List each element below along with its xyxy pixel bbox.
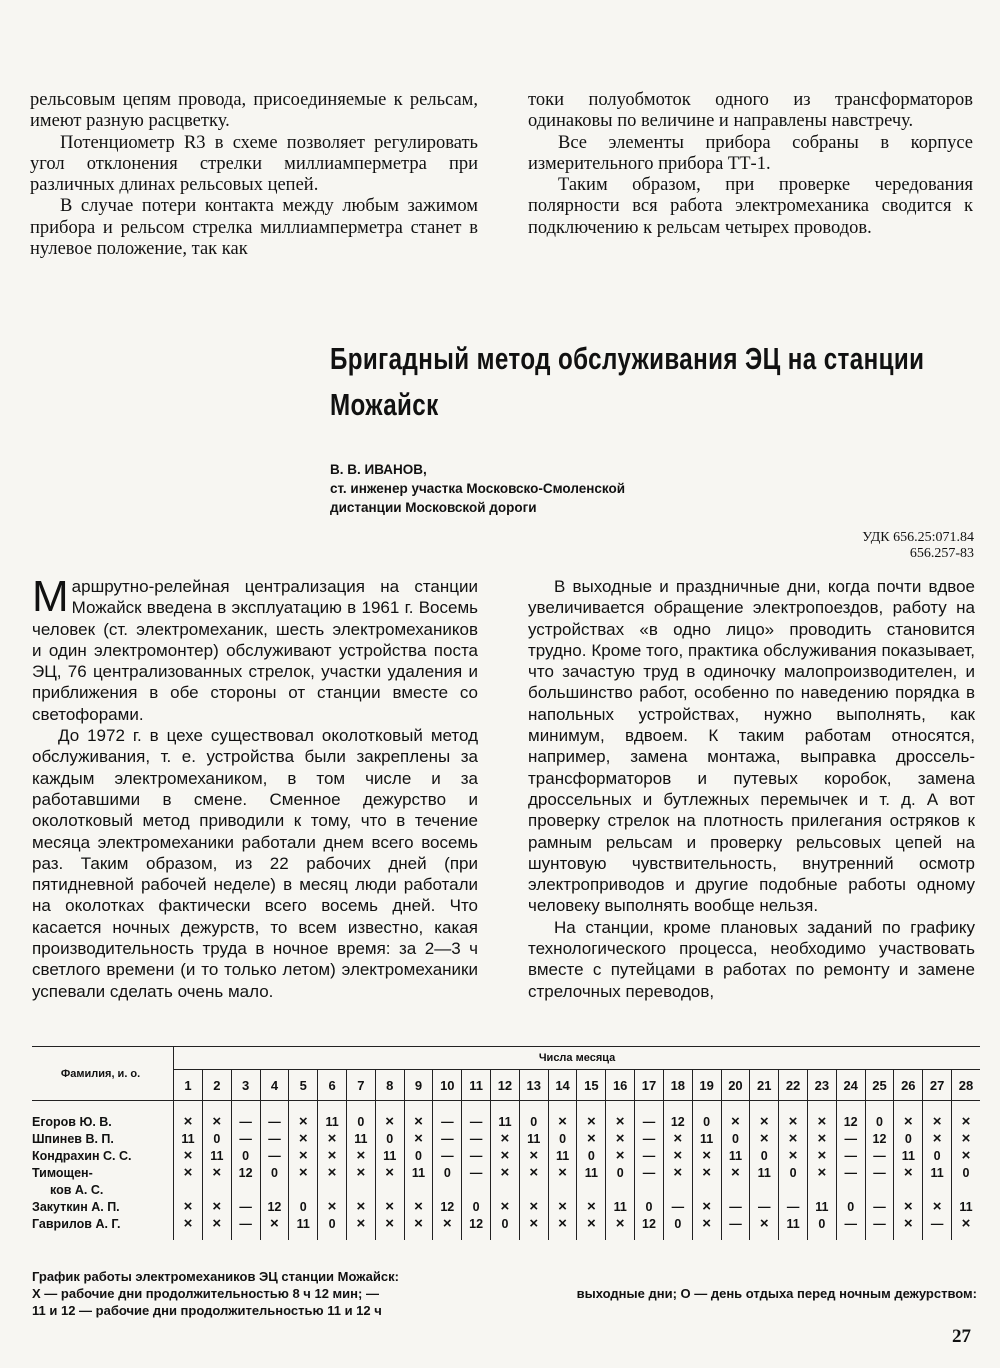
schedule-cell: [231, 1181, 260, 1198]
schedule-cell: ×: [404, 1198, 433, 1215]
schedule-cell: ×: [375, 1113, 404, 1130]
schedule-cell: —: [462, 1147, 491, 1164]
day-number: 10: [433, 1070, 462, 1101]
day-number: 15: [577, 1070, 606, 1101]
schedule-cell: ×: [519, 1198, 548, 1215]
schedule-cell: [318, 1181, 347, 1198]
schedule-cell: ×: [202, 1198, 231, 1215]
schedule-cell: 11: [174, 1130, 203, 1147]
day-number: 23: [807, 1070, 836, 1101]
schedule-cell: 11: [894, 1147, 923, 1164]
table-row: [32, 1164, 980, 1181]
schedule-cell: 11: [404, 1164, 433, 1181]
schedule-cell: ×: [750, 1130, 779, 1147]
day-number: 3: [231, 1070, 260, 1101]
schedule-cell: 11: [375, 1147, 404, 1164]
schedule-cell: ×: [202, 1113, 231, 1130]
udk-code: [760, 530, 974, 562]
paragraph: [32, 572, 478, 725]
schedule-cell: 11: [721, 1147, 750, 1164]
schedule-cell: [807, 1181, 836, 1198]
schedule-cell: [346, 1181, 375, 1198]
schedule-cell: 12: [433, 1198, 462, 1215]
schedule-cell: 0: [750, 1147, 779, 1164]
top-right-column: [528, 90, 973, 239]
schedule-cell: [606, 1181, 635, 1198]
schedule-cell: ×: [923, 1198, 952, 1215]
schedule-cell: ×: [491, 1130, 520, 1147]
schedule-cell: —: [231, 1215, 260, 1232]
schedule-caption: [32, 1268, 977, 1319]
day-number: 24: [836, 1070, 865, 1101]
schedule-cell: ×: [260, 1215, 289, 1232]
row-name: Закуткин А. П.: [32, 1199, 120, 1214]
top-left-column: [30, 90, 478, 260]
schedule-cell: 11: [692, 1130, 721, 1147]
row-name: Тимощен-: [32, 1165, 93, 1180]
schedule-cell: —: [836, 1215, 865, 1232]
schedule-cell: 11: [807, 1198, 836, 1215]
row-name: Кондрахин С. С.: [32, 1148, 132, 1163]
schedule-cell: ×: [923, 1113, 952, 1130]
schedule-cell: —: [865, 1147, 894, 1164]
schedule-cell: ×: [548, 1215, 577, 1232]
schedule-cell: ×: [894, 1164, 923, 1181]
schedule-cell: ×: [952, 1215, 980, 1232]
schedule-cell: ×: [807, 1164, 836, 1181]
schedule-cell: ×: [952, 1147, 980, 1164]
schedule-cell: —: [260, 1147, 289, 1164]
schedule-cell: 0: [606, 1164, 635, 1181]
schedule-cell: ×: [721, 1113, 750, 1130]
schedule-cell: —: [635, 1147, 664, 1164]
schedule-cell: ×: [519, 1215, 548, 1232]
schedule-cell: [404, 1181, 433, 1198]
day-number: 2: [202, 1070, 231, 1101]
day-number: 11: [462, 1070, 491, 1101]
author-name: В. В. ИВАНОВ,: [330, 462, 427, 477]
schedule-cell: ×: [404, 1130, 433, 1147]
schedule-cell: 0: [952, 1164, 980, 1181]
schedule-cell: —: [865, 1198, 894, 1215]
schedule-cell: 12: [865, 1130, 894, 1147]
schedule-cell: 11: [750, 1164, 779, 1181]
schedule-cell: ×: [548, 1113, 577, 1130]
author-position: ст. инженер участка Московско-Смоленской: [330, 481, 626, 496]
schedule-cell: 11: [923, 1164, 952, 1181]
article-title-line: Бригадный метод обслуживания ЭЦ на станции: [330, 341, 925, 376]
schedule-cell: ×: [174, 1113, 203, 1130]
schedule-cell: ×: [433, 1215, 462, 1232]
schedule-cell: ×: [577, 1215, 606, 1232]
schedule-cell: ×: [404, 1215, 433, 1232]
author-block: [330, 460, 730, 517]
article-right-column: [528, 576, 975, 1002]
schedule-cell: 0: [404, 1147, 433, 1164]
schedule-cell: 0: [663, 1215, 692, 1232]
schedule-cell: 11: [289, 1215, 318, 1232]
schedule-cell: 0: [260, 1164, 289, 1181]
schedule-cell: [894, 1181, 923, 1198]
day-number: 18: [663, 1070, 692, 1101]
schedule-cell: 0: [462, 1198, 491, 1215]
schedule-cell: —: [462, 1130, 491, 1147]
schedule-cell: [375, 1181, 404, 1198]
day-number: 25: [865, 1070, 894, 1101]
schedule-cell: [491, 1181, 520, 1198]
paragraph: На станции, кроме плановых заданий по графику технологического процесса, необходимо участвовать вместе с путейцами в работах по ремонту и замене стрелочных переводов,: [528, 917, 975, 1001]
schedule-cell: —: [635, 1164, 664, 1181]
schedule-cell: 0: [202, 1130, 231, 1147]
paragraph: Таким образом, при проверке чередования полярности вся работа электромеханика сводится к подключению к рельсам четырех проводов.: [528, 175, 973, 238]
schedule-cell: ×: [894, 1198, 923, 1215]
schedule-cell: 0: [836, 1198, 865, 1215]
schedule-cell: 11: [577, 1164, 606, 1181]
schedule-cell: ×: [692, 1164, 721, 1181]
author-position: дистанции Московской дороги: [330, 500, 537, 515]
schedule-cell: —: [433, 1113, 462, 1130]
schedule-cell: ×: [663, 1164, 692, 1181]
schedule-cell: 0: [346, 1113, 375, 1130]
schedule-cell: —: [779, 1198, 808, 1215]
schedule-cell: ×: [606, 1130, 635, 1147]
schedule-cell: 0: [548, 1130, 577, 1147]
schedule-cell: [174, 1181, 203, 1198]
schedule-cell: ×: [894, 1215, 923, 1232]
schedule-cell: —: [836, 1164, 865, 1181]
paragraph: рельсовым цепям провода, присоединяемые к рельсам, имеют разную расцветку.: [30, 90, 478, 132]
page-number: 27: [952, 1326, 971, 1347]
schedule-cell: 11: [519, 1130, 548, 1147]
schedule-cell: 0: [231, 1147, 260, 1164]
udk-line: УДК 656.25:071.84: [862, 530, 974, 545]
day-number: 4: [260, 1070, 289, 1101]
schedule-cell: [779, 1181, 808, 1198]
schedule-cell: ×: [318, 1130, 347, 1147]
schedule-cell: ×: [289, 1113, 318, 1130]
day-number: 13: [519, 1070, 548, 1101]
schedule-cell: ×: [577, 1113, 606, 1130]
schedule-cell: ×: [289, 1130, 318, 1147]
schedule-cell: ×: [894, 1113, 923, 1130]
day-number: 8: [375, 1070, 404, 1101]
schedule-cell: [635, 1181, 664, 1198]
schedule-cell: ×: [952, 1130, 980, 1147]
schedule-cell: —: [635, 1130, 664, 1147]
schedule-cell: 0: [635, 1198, 664, 1215]
paragraph: токи полуобмоток одного из трансформаторов одинаковы по величине и направлены навстречу.: [528, 90, 973, 132]
schedule-cell: —: [750, 1198, 779, 1215]
schedule-cell: 0: [519, 1113, 548, 1130]
schedule-cell: 0: [923, 1147, 952, 1164]
day-number: 14: [548, 1070, 577, 1101]
caption-line: 11 и 12 — рабочие дни продолжительностью 11 и 12 ч: [32, 1303, 382, 1318]
udk-line: 656.257-83: [909, 546, 974, 561]
day-number: 22: [779, 1070, 808, 1101]
schedule-cell: ×: [491, 1164, 520, 1181]
day-number: 12: [491, 1070, 520, 1101]
schedule-cell: —: [635, 1113, 664, 1130]
schedule-cell: [433, 1181, 462, 1198]
schedule-cell: 0: [289, 1198, 318, 1215]
schedule-cell: 12: [231, 1164, 260, 1181]
schedule-cell: 11: [548, 1147, 577, 1164]
schedule-cell: ×: [491, 1198, 520, 1215]
paragraph: Все элементы прибора собраны в корпусе измерительного прибора ТТ-1.: [528, 132, 973, 174]
table-row: [32, 1147, 980, 1164]
schedule-cell: 11: [952, 1198, 980, 1215]
schedule-cell: ×: [318, 1147, 347, 1164]
schedule-cell: 0: [577, 1147, 606, 1164]
caption-line: Х — рабочие дни продолжительностью 8 ч 12 мин; —: [32, 1286, 379, 1301]
schedule-table: [32, 1047, 980, 1240]
schedule-cell: 11: [346, 1130, 375, 1147]
schedule-cell: 0: [491, 1215, 520, 1232]
schedule-cell: ×: [750, 1113, 779, 1130]
schedule-cell: [577, 1181, 606, 1198]
schedule-cell: ×: [548, 1164, 577, 1181]
schedule-cell: ×: [375, 1198, 404, 1215]
schedule-cell: ×: [174, 1164, 203, 1181]
table-row: [32, 1181, 980, 1198]
schedule-cell: 11: [606, 1198, 635, 1215]
schedule-cell: —: [836, 1130, 865, 1147]
schedule-cell: [923, 1181, 952, 1198]
schedule-cell: ×: [952, 1113, 980, 1130]
schedule-cell: [519, 1181, 548, 1198]
day-number: 16: [606, 1070, 635, 1101]
schedule-cell: ×: [548, 1198, 577, 1215]
schedule-cell: [865, 1181, 894, 1198]
schedule-cell: —: [865, 1164, 894, 1181]
schedule-cell: 11: [491, 1113, 520, 1130]
table-row: [32, 1215, 980, 1232]
schedule-cell: 12: [462, 1215, 491, 1232]
table-row: [32, 1113, 980, 1130]
schedule-cell: [836, 1181, 865, 1198]
schedule-cell: —: [462, 1113, 491, 1130]
schedule-cell: 0: [865, 1113, 894, 1130]
day-number: 27: [923, 1070, 952, 1101]
day-number: 17: [635, 1070, 664, 1101]
schedule-cell: ×: [577, 1130, 606, 1147]
column-header-days: Числа месяца: [174, 1047, 980, 1070]
schedule-cell: ×: [404, 1113, 433, 1130]
schedule-cell: —: [433, 1130, 462, 1147]
schedule-cell: [721, 1181, 750, 1198]
schedule-cell: ×: [174, 1198, 203, 1215]
schedule-cell: [202, 1181, 231, 1198]
schedule-cell: 12: [635, 1215, 664, 1232]
schedule-cell: —: [462, 1164, 491, 1181]
schedule-cell: 12: [663, 1113, 692, 1130]
schedule-cell: 12: [836, 1113, 865, 1130]
schedule-cell: —: [433, 1147, 462, 1164]
schedule-cell: ×: [807, 1113, 836, 1130]
drop-cap: М: [32, 572, 69, 621]
schedule-cell: ×: [577, 1198, 606, 1215]
schedule-cell: ×: [202, 1164, 231, 1181]
schedule-cell: 12: [260, 1198, 289, 1215]
day-number: 6: [318, 1070, 347, 1101]
paragraph-text: аршрутно-релейная централизация на станции Можайск введена в эксплуатацию в 1961 г. Восемь человек (ст. электромеханик, шесть электромехаников и один электромонтер) обслуживают устройства поста ЭЦ, 76 централизованных стрелок, участки удаления и приближения в обе стороны от станции вместе со светофорами.: [32, 577, 478, 724]
schedule-cell: ×: [519, 1147, 548, 1164]
schedule-cell: ×: [779, 1147, 808, 1164]
day-number: 26: [894, 1070, 923, 1101]
article-left-column: [32, 572, 478, 1002]
schedule-cell: ×: [289, 1164, 318, 1181]
schedule-cell: 11: [202, 1147, 231, 1164]
schedule-cell: ×: [346, 1164, 375, 1181]
day-number: 7: [346, 1070, 375, 1101]
schedule-cell: ×: [692, 1215, 721, 1232]
schedule-cell: 0: [375, 1130, 404, 1147]
schedule-cell: 0: [433, 1164, 462, 1181]
schedule-cell: [289, 1181, 318, 1198]
schedule-cell: ×: [663, 1147, 692, 1164]
schedule-cell: ×: [375, 1164, 404, 1181]
schedule-cell: ×: [779, 1113, 808, 1130]
day-number: 1: [174, 1070, 203, 1101]
paragraph: До 1972 г. в цехе существовал околотковый метод обслуживания, т. е. устройства были закреплены за каждым электромехаником, в том числе и за работавшими в смене. Сменное дежурство и околотковый метод приводили к тому, что в течение месяца электромеханики работали днем всего восемь раз. Таким образом, из 22 рабочих дней (при пятидневной рабочей неделе) в месяц люди работали на околотках фактически всего восемь дней. Что касается ночных дежурств, то всем известно, какая производительность труда в ночное время: за 2—3 ч светлого времени (и то только летом) электромеханики успевали сделать очень мало.: [32, 726, 478, 1001]
schedule-cell: ×: [721, 1164, 750, 1181]
schedule-cell: ×: [491, 1147, 520, 1164]
schedule-cell: [462, 1181, 491, 1198]
schedule-cell: ×: [663, 1130, 692, 1147]
schedule-cell: ×: [692, 1147, 721, 1164]
schedule-cell: 11: [318, 1113, 347, 1130]
schedule-cell: ×: [174, 1147, 203, 1164]
caption-line: График работы электромехаников ЭЦ станции Можайск:: [32, 1269, 399, 1284]
schedule-cell: ×: [779, 1130, 808, 1147]
paragraph: В случае потери контакта между любым зажимом прибора и рельсом стрелка миллиамперметра станет в нулевое положение, так как: [30, 196, 478, 260]
schedule-cell: 0: [894, 1130, 923, 1147]
day-number: 21: [750, 1070, 779, 1101]
paragraph: Потенциометр R3 в схеме позволяет регулировать угол отклонения стрелки миллиамперметра при различных длинах рельсовых цепей.: [30, 132, 478, 196]
schedule-cell: —: [663, 1198, 692, 1215]
caption-line: выходные дни; О — день отдыха перед ночным дежурством:: [576, 1286, 977, 1301]
schedule-cell: —: [721, 1215, 750, 1232]
schedule-cell: ×: [923, 1130, 952, 1147]
schedule-cell: ×: [519, 1164, 548, 1181]
day-number: 20: [721, 1070, 750, 1101]
table-row: [32, 1198, 980, 1215]
schedule-cell: 11: [779, 1215, 808, 1232]
schedule-cell: 0: [721, 1130, 750, 1147]
schedule-cell: ×: [346, 1198, 375, 1215]
article-title: [330, 336, 924, 428]
schedule-cell: —: [231, 1130, 260, 1147]
table-row: [32, 1130, 980, 1147]
schedule-cell: —: [836, 1147, 865, 1164]
schedule-cell: ×: [692, 1198, 721, 1215]
schedule-cell: ×: [750, 1215, 779, 1232]
schedule-cell: 0: [692, 1113, 721, 1130]
schedule-cell: [692, 1181, 721, 1198]
day-number: 19: [692, 1070, 721, 1101]
schedule-cell: —: [721, 1198, 750, 1215]
schedule-table-wrap: [32, 1046, 980, 1240]
schedule-cell: ×: [606, 1147, 635, 1164]
schedule-cell: 0: [807, 1215, 836, 1232]
paragraph: В выходные и праздничные дни, когда почти вдвое увеличивается обращение электропоездов, работу на устройствах «в одно лицо» проводить становится трудно. Кроме того, практика обслуживания показывает, что зачастую труд в одиночку малопроизводителен, и большинство работ, особенно по наведению порядка в напольных устройствах, нужно выполнять, как минимум, вдвоем. К таким работам относятся, например, замена монтажа, выправка дроссель-трансформаторов и путевых коробок, замена дроссельных и бутлежных перемычек и т. д. А вот проверку стрелок на плотность прилегания остряков к рамным рельсам и проверку рельсовых цепей на шунтовую чувствительность, внутренний осмотр электроприводов и другие подобные работы одному человеку выполнять вообще нельзя.: [528, 577, 975, 916]
schedule-cell: —: [231, 1113, 260, 1130]
schedule-cell: ×: [606, 1215, 635, 1232]
schedule-cell: [663, 1181, 692, 1198]
schedule-cell: 0: [318, 1215, 347, 1232]
day-number: 28: [952, 1070, 980, 1101]
day-number: 9: [404, 1070, 433, 1101]
schedule-cell: ×: [346, 1215, 375, 1232]
schedule-cell: [260, 1181, 289, 1198]
article-title-line: Можайск: [330, 387, 439, 422]
caption-row: [32, 1285, 977, 1302]
schedule-cell: —: [260, 1113, 289, 1130]
row-name: ков А. С.: [50, 1182, 104, 1197]
schedule-cell: ×: [174, 1215, 203, 1232]
schedule-cell: [750, 1181, 779, 1198]
schedule-cell: ×: [318, 1164, 347, 1181]
schedule-cell: —: [923, 1215, 952, 1232]
schedule-cell: —: [260, 1130, 289, 1147]
schedule-cell: 0: [779, 1164, 808, 1181]
schedule-cell: ×: [202, 1215, 231, 1232]
schedule-cell: ×: [318, 1198, 347, 1215]
row-name: Егоров Ю. В.: [32, 1114, 112, 1129]
schedule-cell: ×: [606, 1113, 635, 1130]
row-name: Шпинев В. П.: [32, 1131, 114, 1146]
schedule-cell: ×: [346, 1147, 375, 1164]
schedule-cell: ×: [807, 1147, 836, 1164]
day-number: 5: [289, 1070, 318, 1101]
schedule-cell: —: [231, 1198, 260, 1215]
schedule-cell: —: [865, 1215, 894, 1232]
column-header-name: Фамилия, и. о.: [32, 1047, 174, 1101]
schedule-cell: [952, 1181, 980, 1198]
schedule-cell: [548, 1181, 577, 1198]
schedule-cell: ×: [807, 1130, 836, 1147]
schedule-cell: ×: [289, 1147, 318, 1164]
row-name: Гаврилов А. Г.: [32, 1216, 121, 1231]
schedule-cell: ×: [375, 1215, 404, 1232]
